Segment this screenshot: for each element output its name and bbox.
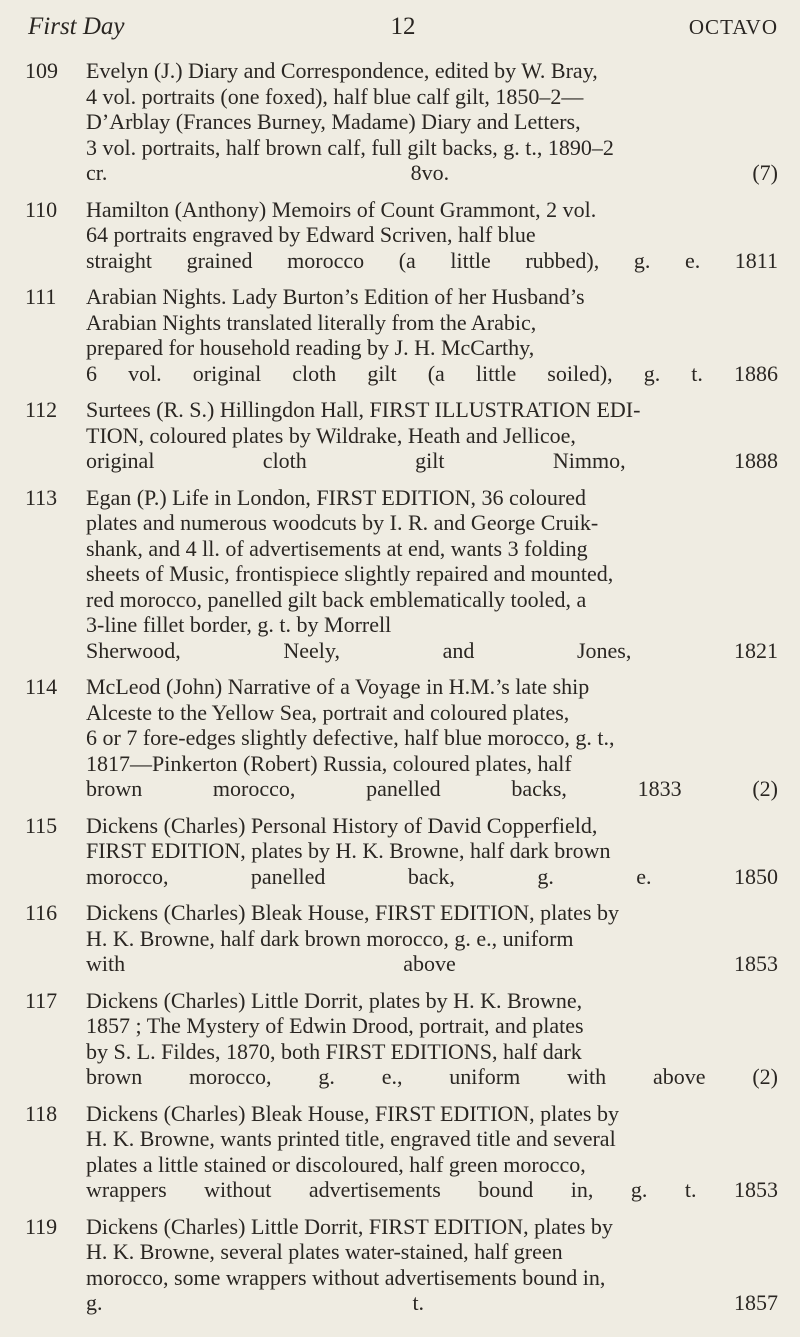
description-line: Sherwood, Neely, and Jones, 1821 — [86, 637, 778, 663]
header-format: OCTAVO — [688, 15, 778, 39]
description-line: 6 vol. original cloth gilt (a little soiled), g. t. 1886 — [86, 360, 778, 386]
lot-entry — [0, 900, 800, 977]
description-line: Surtees (R. S.) Hillingdon Hall, FIRST ILLUSTRATION EDI- — [86, 397, 641, 422]
description-line: D’Arblay (Frances Burney, Madame) Diary and Letters, — [86, 109, 581, 134]
lot-description — [86, 1214, 778, 1316]
lot-number: 118 — [25, 1100, 58, 1126]
description-line: 1817—Pinkerton (Robert) Russia, coloured plates, half — [86, 750, 572, 776]
lot-number: 114 — [25, 674, 58, 699]
lot-number: 111 — [25, 284, 57, 309]
lot-description — [86, 674, 778, 802]
page-number: 12 — [390, 13, 416, 40]
description-line: 3 vol. portraits, half brown calf, full gilt backs, g. t., 1890–2 — [86, 134, 614, 160]
lot-description — [86, 58, 778, 186]
description-line: Evelyn (J.) Diary and Correspondence, edited by W. Bray, — [86, 58, 598, 83]
description-line: with above 1853 — [86, 951, 778, 976]
description-line: H. K. Browne, half dark brown morocco, g. e., uniform — [86, 925, 574, 951]
description-line: Dickens (Charles) Little Dorrit, plates by H. K. Browne, — [86, 987, 583, 1013]
description-line: Dickens (Charles) Personal History of David Copperfield, — [86, 812, 598, 838]
lot-description — [86, 813, 778, 890]
lot-entry — [0, 1214, 800, 1316]
lot-number: 113 — [25, 484, 58, 510]
description-line: Alceste to the Yellow Sea, portrait and coloured plates, — [86, 699, 570, 725]
description-line: 4 vol. portraits (one foxed), half blue calf gilt, 1850–2— — [86, 83, 584, 109]
lot-description — [86, 197, 778, 274]
lot-description — [86, 485, 778, 664]
lot-list — [0, 58, 800, 1327]
description-line: plates and numerous woodcuts by I. R. and George Cruik- — [86, 510, 599, 535]
description-line: McLeod (John) Narrative of a Voyage in H.M.’s late ship — [86, 674, 590, 699]
description-line: sheets of Music, frontispiece slightly repaired and mounted, — [86, 561, 614, 586]
lot-number: 112 — [25, 397, 58, 422]
description-line: 3-line fillet border, g. t. by Morrell — [86, 612, 392, 637]
lot-entry — [0, 485, 800, 664]
description-line: H. K. Browne, several plates water-stained, half green — [86, 1239, 563, 1264]
description-line: Hamilton (Anthony) Memoirs of Count Grammont, 2 vol. — [86, 196, 597, 222]
lot-number: 115 — [25, 812, 58, 838]
lot-number: 110 — [25, 196, 58, 222]
lot-number: 116 — [25, 900, 58, 925]
description-line: wrappers without advertisements bound in, g. t. 1853 — [86, 1177, 778, 1202]
lot-entry — [0, 197, 800, 274]
description-line: TION, coloured plates by Wildrake, Heath and Jellicoe, — [86, 422, 576, 448]
lot-entry — [0, 988, 800, 1090]
description-line: Dickens (Charles) Bleak House, FIRST EDITION, plates by — [86, 1100, 619, 1126]
description-line: Arabian Nights translated literally from the Arabic, — [86, 309, 537, 335]
lot-description — [86, 284, 778, 386]
description-line: Dickens (Charles) Little Dorrit, FIRST EDITION, plates by — [86, 1213, 613, 1239]
lot-entry — [0, 284, 800, 386]
description-line: brown morocco, panelled backs, 1833 (2) — [86, 776, 778, 801]
description-line: FIRST EDITION, plates by H. K. Browne, half dark brown — [86, 838, 611, 863]
description-line: Dickens (Charles) Bleak House, FIRST EDITION, plates by — [86, 900, 619, 925]
description-line: cr. 8vo. (7) — [86, 160, 778, 185]
description-line: 1857 ; The Mystery of Edwin Drood, portrait, and plates — [86, 1013, 584, 1038]
description-line: morocco, panelled back, g. e. 1850 — [86, 863, 778, 889]
description-line: original cloth gilt Nimmo, 1888 — [86, 448, 778, 473]
lot-entry — [0, 813, 800, 890]
lot-entry — [0, 58, 800, 186]
description-line: 64 portraits engraved by Edward Scriven, half blue — [86, 222, 536, 247]
description-line: H. K. Browne, wants printed title, engraved title and several — [86, 1126, 616, 1151]
description-line: red morocco, panelled gilt back emblematically tooled, a — [86, 586, 587, 612]
description-line: Egan (P.) Life in London, FIRST EDITION, 36 coloured — [86, 484, 587, 510]
lot-entry — [0, 1101, 800, 1203]
lot-description — [86, 900, 778, 977]
lot-description — [86, 397, 778, 474]
lot-entry — [0, 397, 800, 474]
description-line: brown morocco, g. e., uniform with above (2) — [86, 1064, 778, 1089]
description-line: morocco, some wrappers without advertisements bound in, — [86, 1264, 606, 1290]
description-line: by S. L. Fildes, 1870, both FIRST EDITIONS, half dark — [86, 1038, 582, 1064]
description-line: 6 or 7 fore-edges slightly defective, half blue morocco, g. t., — [86, 725, 615, 750]
description-line: straight grained morocco (a little rubbed), g. e. 1811 — [86, 247, 778, 273]
description-line: Arabian Nights. Lady Burton’s Edition of her Husband’s — [86, 284, 585, 309]
page-header — [28, 10, 778, 50]
lot-number: 109 — [25, 58, 58, 83]
description-line: g. t. 1857 — [86, 1290, 778, 1315]
lot-number: 119 — [25, 1213, 58, 1239]
description-line: shank, and 4 ll. of advertisements at end, wants 3 folding — [86, 535, 588, 561]
description-line: plates a little stained or discoloured, half green morocco, — [86, 1151, 586, 1177]
header-day: First Day — [28, 13, 125, 40]
lot-description — [86, 988, 778, 1090]
lot-number: 117 — [25, 987, 58, 1013]
lot-description — [86, 1101, 778, 1203]
lot-entry — [0, 674, 800, 802]
description-line: prepared for household reading by J. H. McCarthy, — [86, 335, 535, 360]
